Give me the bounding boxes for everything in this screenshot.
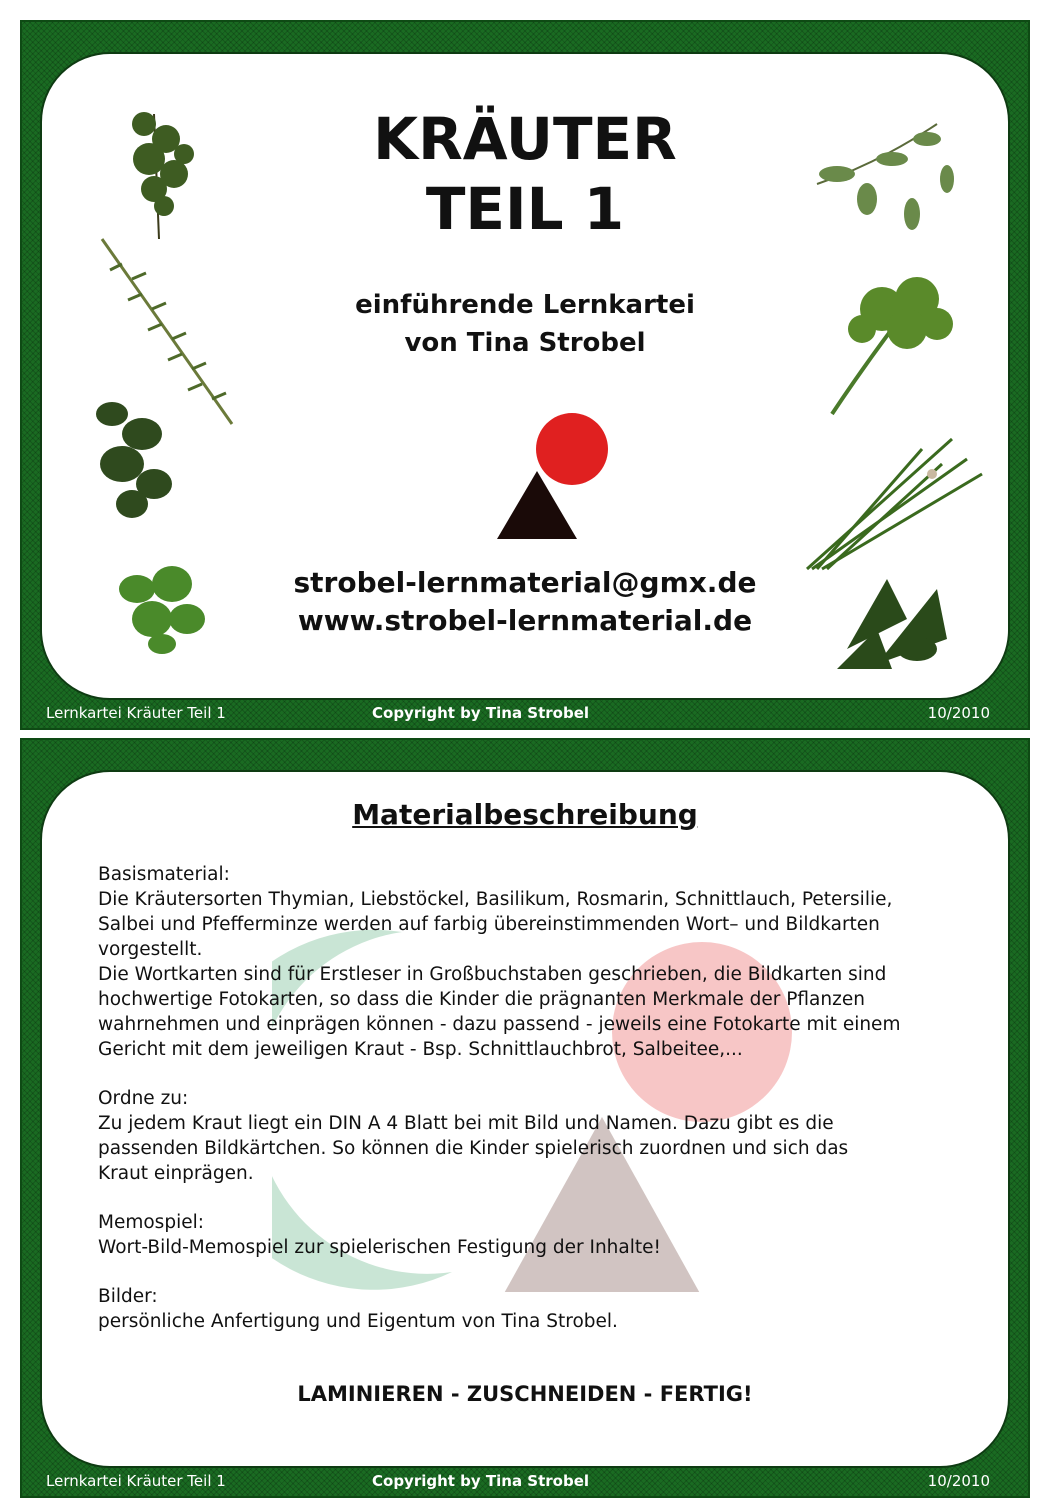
- section-memospiel: [98, 1210, 988, 1260]
- text-line: vorgestellt.: [98, 939, 203, 960]
- brand-logo-icon: [422, 409, 622, 549]
- title-line-1: KRÄUTER: [373, 105, 677, 173]
- subtitle-line-1: einführende Lernkartei: [355, 290, 695, 320]
- title-line-2: TEIL 1: [425, 175, 625, 243]
- section-title: Bilder:: [98, 1286, 158, 1307]
- footer-left: Lernkartei Kräuter Teil 1: [46, 1472, 226, 1490]
- section-heading: Materialbeschreibung: [352, 798, 698, 831]
- text-line: wahrnehmen und einprägen können - dazu passend - jeweils eine Fotokarte mit einem: [98, 1014, 901, 1035]
- text-line: Salbei und Pfefferminze werden auf farbig übereinstimmenden Wort– und Bildkarten: [98, 914, 880, 935]
- cover-card: [20, 20, 1030, 730]
- text-line: Zu jedem Kraut liegt ein DIN A 4 Blatt bei mit Bild und Namen. Dazu gibt es die: [98, 1113, 834, 1134]
- subtitle: [42, 286, 1008, 362]
- footer: [22, 698, 1028, 728]
- section-title: Memospiel:: [98, 1212, 204, 1233]
- section-basismaterial: [98, 862, 988, 1062]
- description-body: [98, 862, 988, 1358]
- text-line: passenden Bildkärtchen. So können die Kinder spielerisch zuordnen und sich das: [98, 1138, 849, 1159]
- text-line: Gericht mit dem jeweiligen Kraut - Bsp. Schnittlauchbrot, Salbeitee,...: [98, 1039, 743, 1060]
- footer-date: 10/2010: [927, 704, 990, 722]
- text-line: Kraut einprägen.: [98, 1163, 254, 1184]
- cover-panel: [40, 52, 1010, 700]
- page-title: [42, 104, 1008, 244]
- text-line: Wort-Bild-Memospiel zur spielerischen Festigung der Inhalte!: [98, 1237, 661, 1258]
- description-panel: [40, 770, 1010, 1468]
- contact-email: strobel-lernmaterial@gmx.de: [293, 566, 757, 599]
- contact-website: www.strobel-lernmaterial.de: [297, 604, 753, 637]
- text-line: Die Wortkarten sind für Erstleser in Großbuchstaben geschrieben, die Bildkarten sind: [98, 964, 887, 985]
- lovage-icon: [82, 384, 192, 534]
- section-title: Basismaterial:: [98, 864, 230, 885]
- description-card: [20, 738, 1030, 1498]
- footer-copyright: Copyright by Tina Strobel: [372, 1472, 590, 1490]
- footer-date: 10/2010: [927, 1472, 990, 1490]
- closing-instruction: LAMINIEREN - ZUSCHNEIDEN - FERTIG!: [297, 1382, 753, 1406]
- text-line: hochwertige Fotokarten, so dass die Kinder die prägnanten Merkmale der Pflanzen: [98, 989, 865, 1010]
- footer: [22, 1466, 1028, 1496]
- section-title: Ordne zu:: [98, 1088, 189, 1109]
- section-ordne-zu: [98, 1086, 988, 1186]
- footer-copyright: Copyright by Tina Strobel: [372, 704, 590, 722]
- text-line: Die Kräutersorten Thymian, Liebstöckel, Basilikum, Rosmarin, Schnittlauch, Petersilie,: [98, 889, 893, 910]
- chives-icon: [802, 434, 987, 574]
- contact-block: [42, 564, 1008, 640]
- section-bilder: [98, 1284, 988, 1334]
- text-line: persönliche Anfertigung und Eigentum von Tina Strobel.: [98, 1311, 618, 1332]
- subtitle-line-2: von Tina Strobel: [404, 328, 646, 358]
- footer-left: Lernkartei Kräuter Teil 1: [46, 704, 226, 722]
